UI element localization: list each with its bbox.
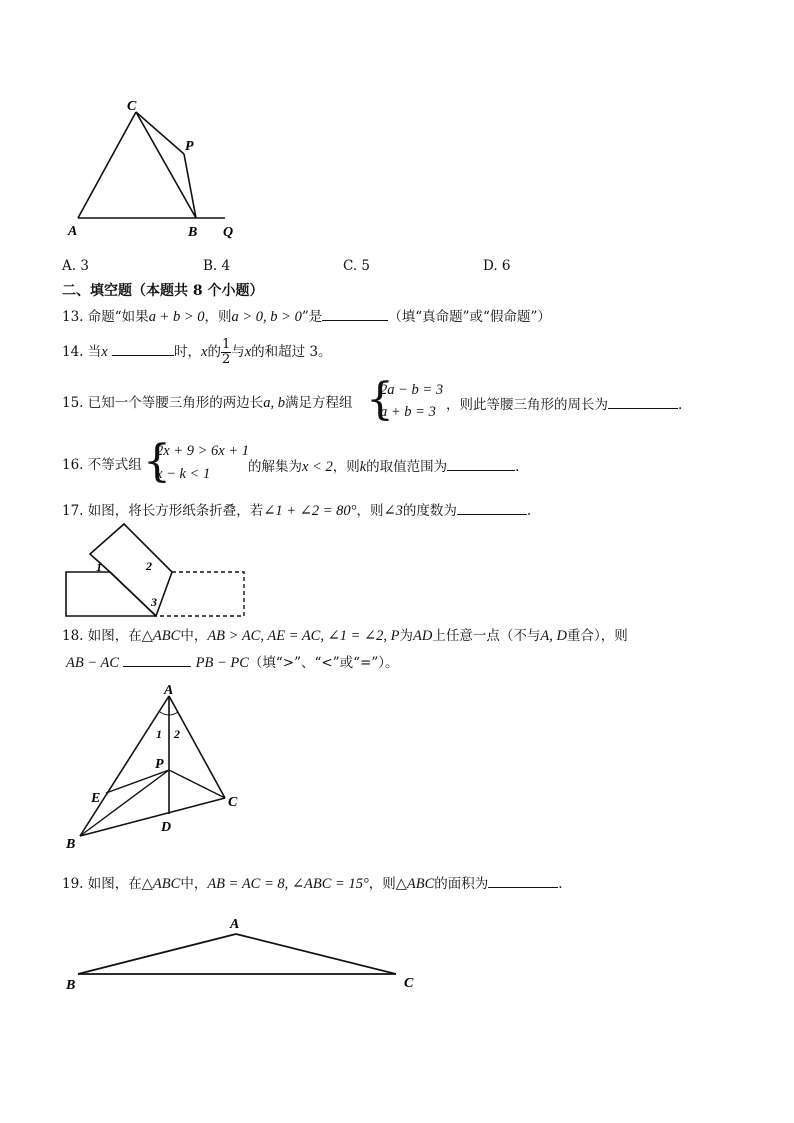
q18-text: 上任意一点（不与 <box>432 628 541 644</box>
q19-math: AB = AC = 8, ∠ABC = 15° <box>207 876 369 892</box>
q17-math: ∠3 <box>383 503 403 519</box>
q16-text: 的取值范围为 <box>366 459 448 475</box>
q18-math: AB > AC, AE = AC, ∠1 = ∠2, P <box>207 628 400 644</box>
section-heading: 二、填空题（本题共 8 个小题） <box>62 283 264 299</box>
q14-math: x <box>201 344 208 360</box>
q18-text: （填“>”、“<”或“=”）。 <box>248 655 399 671</box>
label-b: B <box>66 978 76 993</box>
label-b: B <box>66 837 76 852</box>
q14-fraction: $\frac{1}{2}$ <box>221 337 231 367</box>
label-p: P <box>185 139 194 154</box>
q14-math: x <box>101 344 108 360</box>
q15-text: . <box>678 397 683 413</box>
q15-number-text <box>62 394 353 412</box>
q18-number: 18. <box>62 628 84 644</box>
question-17 <box>62 500 531 520</box>
q15-number: 15. <box>62 395 84 411</box>
label-c: C <box>127 99 137 114</box>
q17-text: . <box>526 503 532 519</box>
question-13 <box>62 306 551 326</box>
angle-label-2: 2 <box>174 727 180 741</box>
angle-label-3: 3 <box>151 595 157 609</box>
q19-number: 19. <box>62 876 84 892</box>
label-a: A <box>164 683 174 698</box>
q15-text: 满足方程组 <box>285 395 353 411</box>
q16-text: . <box>515 459 520 475</box>
q19-text: . <box>558 876 563 892</box>
q14-text: 时， <box>174 344 202 360</box>
q18-figure <box>60 680 260 852</box>
q17-text: 的度数为 <box>402 503 457 519</box>
q17-text: 如图，将长方形纸条折叠，若 <box>87 503 264 519</box>
angle-label-1: 1 <box>156 727 162 741</box>
q16-tail <box>248 456 519 476</box>
q15-equation-1: 2a − b = 3 <box>380 382 444 398</box>
label-c: C <box>404 976 414 991</box>
label-b: B <box>188 225 198 240</box>
label-d: D <box>161 820 172 835</box>
q15-math: a, b <box>263 395 286 411</box>
q15-equation-2: a + b = 3 <box>380 404 436 420</box>
q18-math: AD <box>413 628 433 644</box>
q13-text: （填“真命题”或“假命题”） <box>388 309 551 325</box>
question-18-line1 <box>62 627 628 645</box>
label-a: A <box>230 917 240 932</box>
q16-equation-2: x − k < 1 <box>156 466 211 482</box>
angle-label-2: 2 <box>146 559 152 573</box>
q13-math: a + b > 0 <box>148 309 205 325</box>
q17-math: ∠1 + ∠2 = 80° <box>263 503 357 519</box>
q14-text: 的 <box>207 344 221 360</box>
choice-b: B. 4 <box>203 258 231 274</box>
label-e: E <box>91 791 101 806</box>
q19-text: ，则 <box>368 876 396 892</box>
q18-text: 如图，在 <box>87 628 142 644</box>
q19-math: △ABC <box>395 876 435 892</box>
q18-math: A, D <box>540 628 567 644</box>
q19-figure <box>60 910 430 995</box>
q14-math: x <box>244 344 252 360</box>
choice-a: A. 3 <box>62 258 89 274</box>
q13-math: a > 0, b > 0 <box>231 309 302 325</box>
q16-math: x < 2 <box>302 459 333 475</box>
q15-text: 已知一个等腰三角形的两边长 <box>87 395 264 411</box>
q14-text: 与 <box>231 344 245 360</box>
q12-figure <box>60 92 260 242</box>
q19-text: 如图，在 <box>87 876 142 892</box>
answer-blank[interactable] <box>112 341 174 356</box>
question-19 <box>62 873 563 893</box>
q18-math: PB − PC <box>195 655 249 671</box>
answer-blank[interactable] <box>457 500 527 515</box>
answer-blank[interactable] <box>608 394 678 409</box>
q16-math: k <box>359 459 367 475</box>
q17-number: 17. <box>62 503 84 519</box>
angle-label-1: 1 <box>96 560 102 574</box>
q18-text: 中， <box>180 628 208 644</box>
q17-text: ，则 <box>356 503 384 519</box>
q16-text: 的解集为 <box>248 459 302 475</box>
q13-number: 13. <box>62 309 84 325</box>
q18-math: △ABC <box>141 628 181 644</box>
q16-brace: { <box>143 436 171 487</box>
q15-tail <box>446 394 682 414</box>
label-p: P <box>155 757 164 772</box>
label-c: C <box>228 795 238 810</box>
q16-text: 不等式组 <box>87 457 142 473</box>
q15-brace: { <box>366 374 394 425</box>
answer-blank[interactable] <box>123 652 191 667</box>
label-a: A <box>68 224 78 239</box>
choice-d: D. 6 <box>483 258 511 274</box>
q19-text: 的面积为 <box>434 876 489 892</box>
answer-blank[interactable] <box>447 456 515 471</box>
question-14 <box>62 338 332 367</box>
q13-text: ，则 <box>204 309 232 325</box>
q13-text: ”是 <box>301 309 323 325</box>
q14-text: 当 <box>87 344 102 360</box>
q17-figure <box>60 520 260 625</box>
q13-text: 命题“如果 <box>87 309 149 325</box>
answer-blank[interactable] <box>488 873 558 888</box>
q15-text: ，则此等腰三角形的周长为 <box>446 397 608 413</box>
q16-number: 16. <box>62 457 84 473</box>
choice-c: C. 5 <box>343 258 371 274</box>
q18-text: 重合），则 <box>566 628 628 644</box>
q14-number: 14. <box>62 344 84 360</box>
q16-equation-1: 2x + 9 > 6x + 1 <box>156 443 249 459</box>
q19-math: △ABC <box>141 876 181 892</box>
q14-text: 的和超过 3。 <box>251 344 332 360</box>
q18-text: 为 <box>399 628 414 644</box>
answer-blank[interactable] <box>322 306 388 321</box>
q18-math: AB − AC <box>66 655 120 671</box>
q19-text: 中， <box>180 876 208 892</box>
label-q: Q <box>223 225 234 240</box>
question-18-line2 <box>66 652 399 672</box>
q16-number-text <box>62 456 142 474</box>
q16-text: ，则 <box>332 459 360 475</box>
